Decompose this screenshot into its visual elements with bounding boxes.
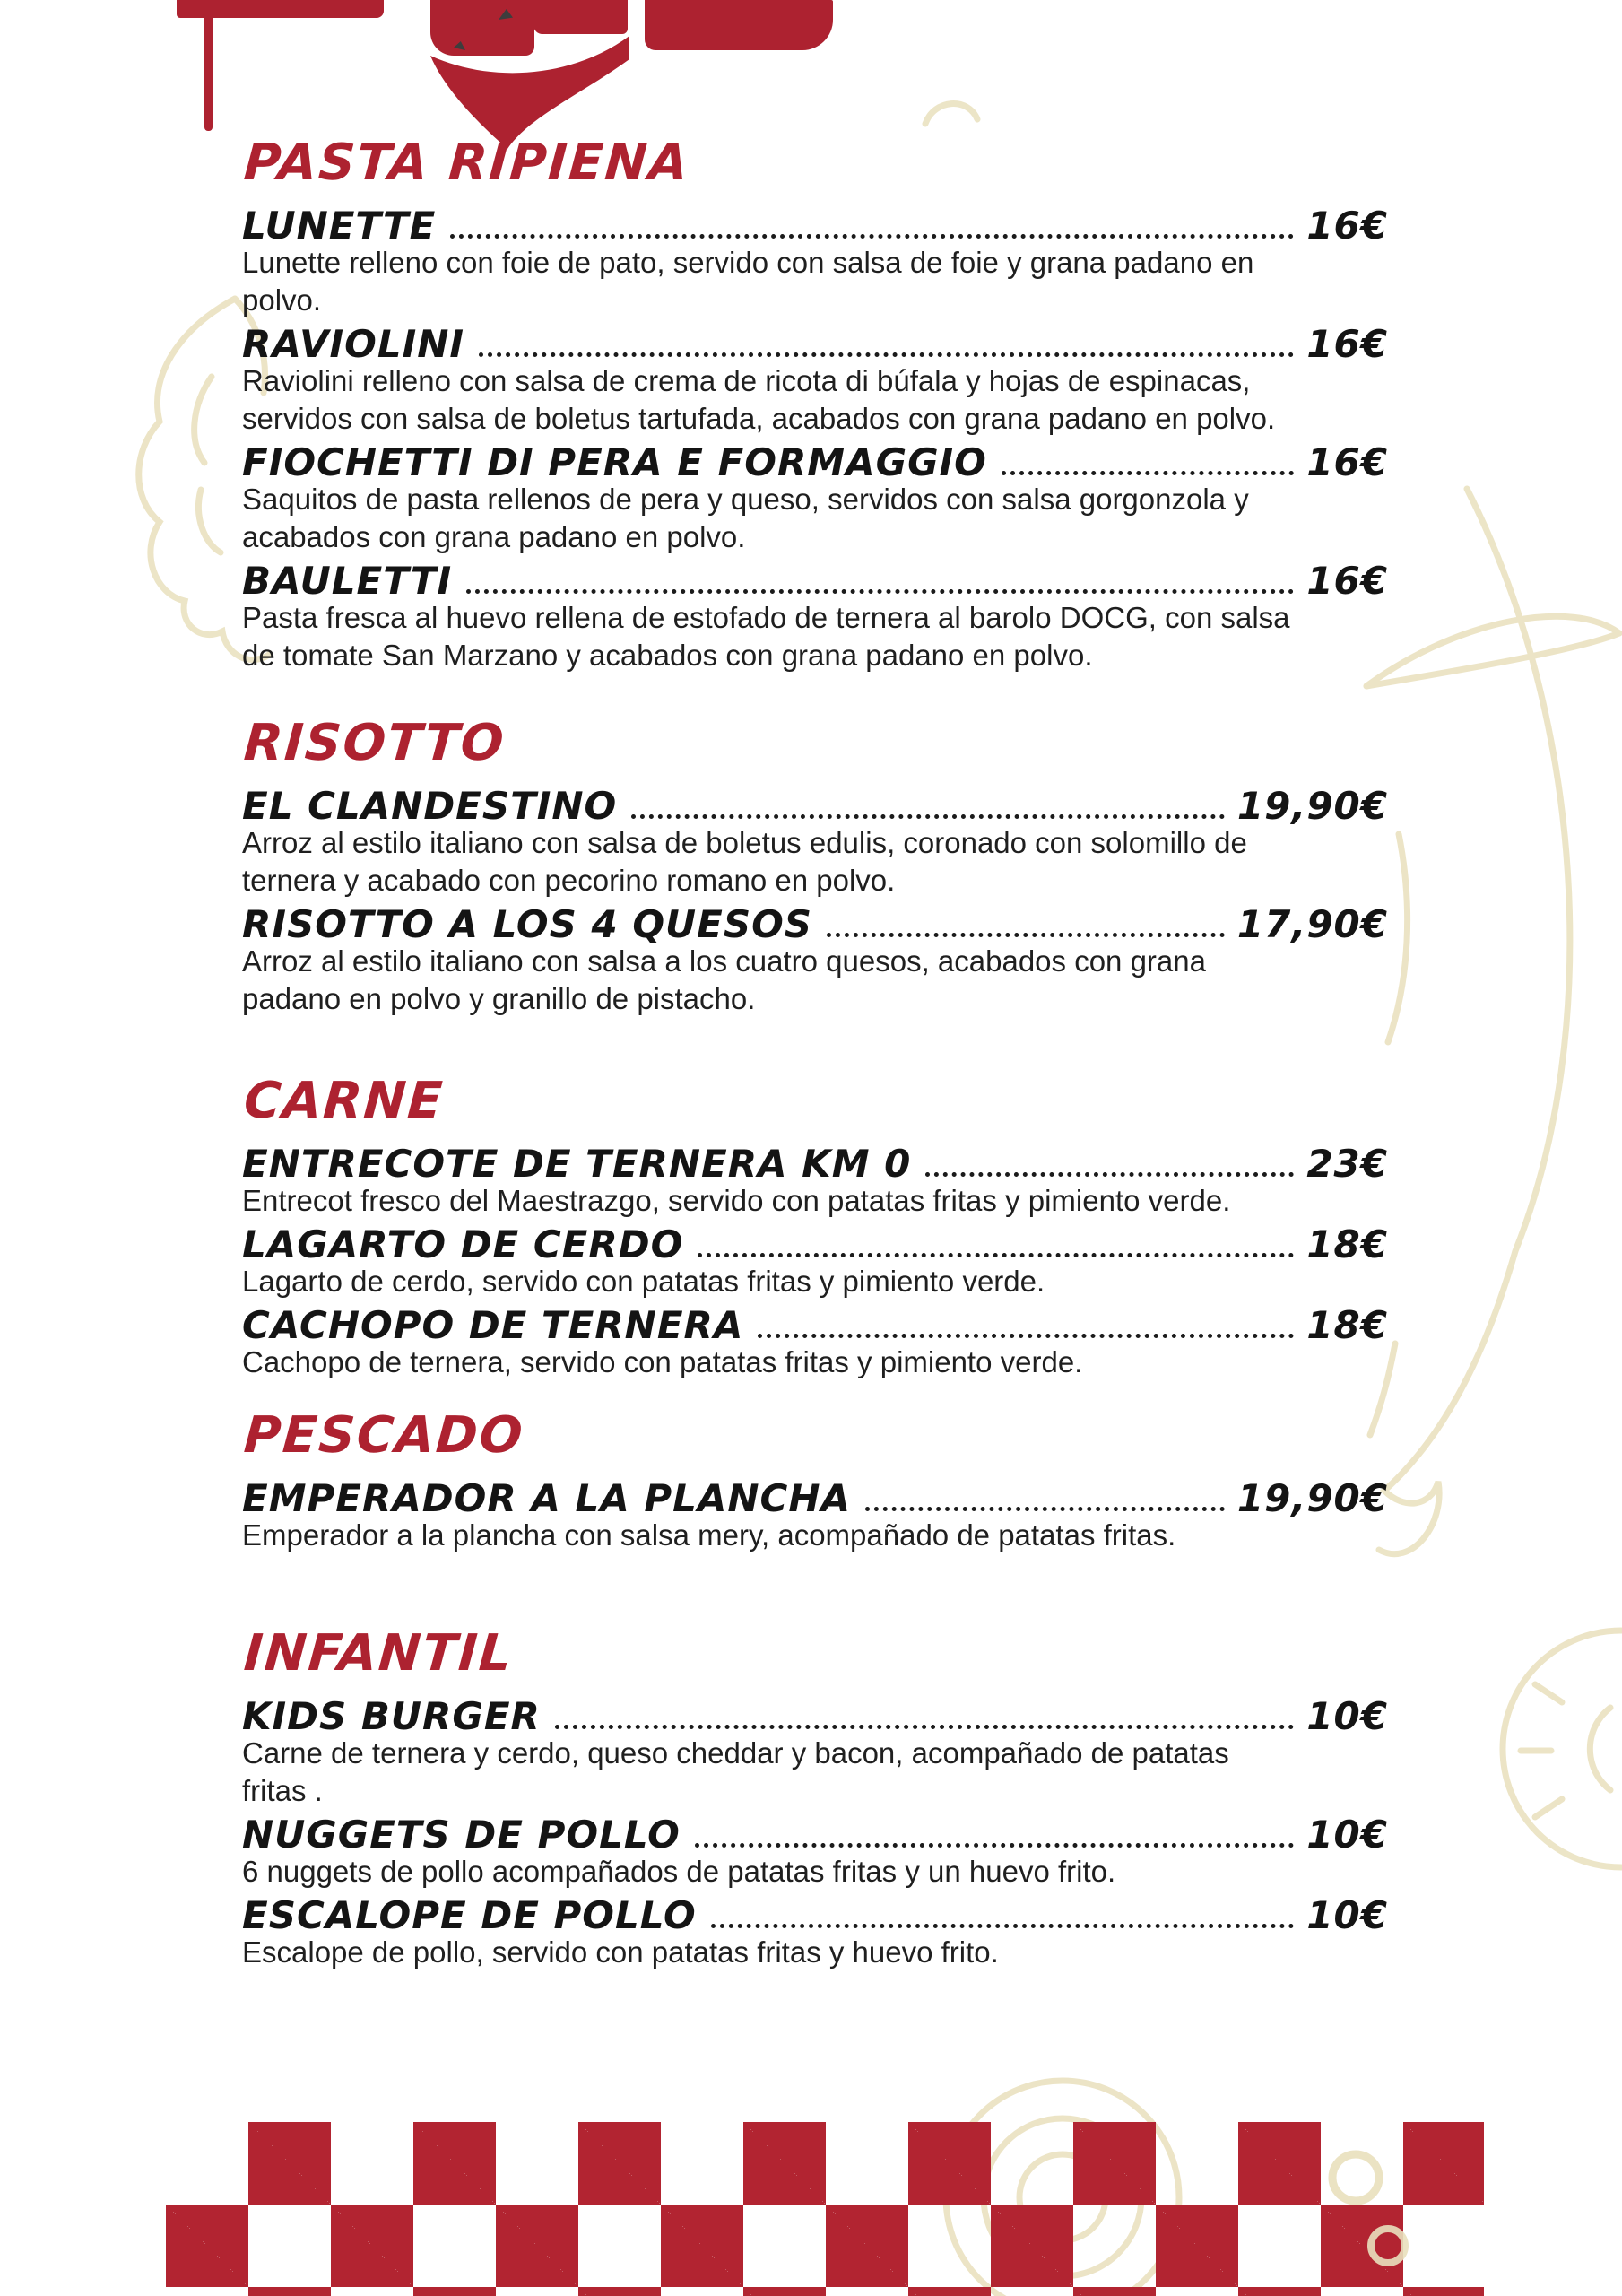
item-description-line: Raviolini relleno con salsa de crema de ricota di búfala y hojas de espinacas, <box>242 364 1251 397</box>
crescent-doodle-icon <box>1370 489 1570 1554</box>
item-description <box>242 1735 1388 1810</box>
item-price: 10€ <box>1306 1813 1388 1857</box>
dotted-leader <box>450 234 1294 239</box>
item-description-line: Arroz al estilo italiano con salsa a los cuatro quesos, acabados con grana <box>242 944 1206 978</box>
item-row <box>242 323 1388 366</box>
menu-item <box>242 323 1388 438</box>
item-row <box>242 903 1388 946</box>
item-name: EL CLANDESTINO <box>242 784 618 828</box>
item-price: 16€ <box>1306 559 1388 603</box>
menu-item <box>242 903 1388 1018</box>
item-row <box>242 1304 1388 1347</box>
dotted-leader <box>925 1172 1294 1177</box>
item-description-line: Carne de ternera y cerdo, queso cheddar y bacon, acompañado de patatas <box>242 1736 1229 1770</box>
menu-item <box>242 1894 1388 1971</box>
item-description-line: Cachopo de ternera, servido con patatas fritas y pimiento verde. <box>242 1345 1083 1378</box>
item-description <box>242 1934 1388 1971</box>
item-price: 16€ <box>1306 322 1388 366</box>
item-description <box>242 481 1388 556</box>
item-description <box>242 1344 1388 1381</box>
item-name: LAGARTO DE CERDO <box>242 1222 684 1266</box>
item-description <box>242 599 1388 674</box>
item-row <box>242 1477 1388 1520</box>
item-description-line: Saquitos de pasta rellenos de pera y queso, servidos con salsa gorgonzola y <box>242 483 1249 516</box>
menu-item <box>242 1143 1388 1220</box>
item-row <box>242 785 1388 828</box>
dotted-leader <box>631 814 1225 819</box>
item-row <box>242 441 1388 484</box>
item-description-line: servidos con salsa de boletus tartufada, acabados con grana padano en polvo. <box>242 402 1276 435</box>
item-description-line: fritas . <box>242 1774 323 1807</box>
item-description-line: acabados con grana padano en polvo. <box>242 520 746 553</box>
item-description <box>242 1182 1388 1220</box>
item-description-line: padano en polvo y granillo de pistacho. <box>242 982 756 1015</box>
fish-fin-doodle-icon <box>1366 616 1619 686</box>
item-description-line: Lunette relleno con foie de pato, servido con salsa de foie y grana padano en <box>242 246 1254 279</box>
item-name: FIOCHETTI DI PERA E FORMAGGIO <box>242 440 987 484</box>
item-description <box>242 244 1388 319</box>
item-price: 19,90€ <box>1236 1476 1388 1520</box>
item-description-line: Entrecot fresco del Maestrazgo, servido con patatas fritas y pimiento verde. <box>242 1184 1231 1217</box>
dotted-leader <box>479 352 1294 357</box>
dotted-leader <box>758 1334 1294 1338</box>
item-description <box>242 1853 1388 1891</box>
half-sun-doodle-icon <box>1503 1631 1621 1867</box>
brand-mark-stroke <box>204 13 213 131</box>
menu-item <box>242 204 1388 319</box>
section-items <box>242 785 1388 1018</box>
menu-item <box>242 1304 1388 1381</box>
section-title: RISOTTO <box>242 714 507 772</box>
item-name: RISOTTO A LOS 4 QUESOS <box>242 902 813 946</box>
small-arc-icon <box>925 104 977 124</box>
item-price: 23€ <box>1306 1142 1388 1186</box>
item-price: 10€ <box>1306 1694 1388 1738</box>
brand-mark-block <box>645 0 833 50</box>
item-name: ESCALOPE DE POLLO <box>242 1893 697 1937</box>
checkerboard-footer <box>166 2122 1484 2296</box>
item-price: 18€ <box>1306 1222 1388 1266</box>
item-name: CACHOPO DE TERNERA <box>242 1303 744 1347</box>
section-title: PESCADO <box>242 1406 526 1465</box>
section-items <box>242 1477 1388 1554</box>
item-name: NUGGETS DE POLLO <box>242 1813 681 1857</box>
dotted-leader <box>695 1843 1295 1848</box>
item-row <box>242 1813 1388 1857</box>
item-price: 18€ <box>1306 1303 1388 1347</box>
menu <box>242 135 1388 1975</box>
item-description <box>242 362 1388 438</box>
item-name: KIDS BURGER <box>242 1694 541 1738</box>
item-row <box>242 1143 1388 1186</box>
dotted-leader <box>466 589 1294 594</box>
item-description <box>242 943 1388 1018</box>
item-description-line: de tomate San Marzano y acabados con grana padano en polvo. <box>242 639 1093 672</box>
item-description-line: Escalope de pollo, servido con patatas fritas y huevo frito. <box>242 1935 999 1969</box>
section-title: INFANTIL <box>242 1624 516 1683</box>
item-description <box>242 824 1388 900</box>
item-name: LUNETTE <box>242 204 437 248</box>
dotted-leader <box>555 1725 1294 1729</box>
menu-section <box>242 1625 1388 1971</box>
dotted-leader <box>865 1507 1225 1511</box>
menu-item <box>242 1813 1388 1891</box>
item-row <box>242 1223 1388 1266</box>
menu-item <box>242 1223 1388 1300</box>
section-items <box>242 204 1388 674</box>
menu-section <box>242 715 1388 1018</box>
item-price: 17,90€ <box>1236 902 1388 946</box>
item-description-line: polvo. <box>242 283 322 317</box>
item-description-line: ternera y acabado con pecorino romano en polvo. <box>242 864 896 897</box>
menu-item <box>242 441 1388 556</box>
dotted-leader <box>698 1253 1294 1257</box>
item-description-line: Arroz al estilo italiano con salsa de boletus edulis, coronado con solomillo de <box>242 826 1247 859</box>
item-name: EMPERADOR A LA PLANCHA <box>242 1476 852 1520</box>
menu-item <box>242 785 1388 900</box>
item-description-line: Pasta fresca al huevo rellena de estofado de ternera al barolo DOCG, con salsa <box>242 601 1290 634</box>
dotted-leader <box>827 933 1225 937</box>
menu-section <box>242 135 1388 674</box>
item-row <box>242 560 1388 603</box>
dotted-leader <box>711 1924 1295 1928</box>
item-price: 10€ <box>1306 1893 1388 1937</box>
item-name: BAULETTI <box>242 559 453 603</box>
item-price: 16€ <box>1306 440 1388 484</box>
section-items <box>242 1143 1388 1381</box>
item-name: ENTRECOTE DE TERNERA KM 0 <box>242 1142 912 1186</box>
item-row <box>242 1695 1388 1738</box>
section-items <box>242 1695 1388 1971</box>
section-title: PASTA RIPIENA <box>242 134 692 192</box>
item-description-line: 6 nuggets de pollo acompañados de patatas fritas y un huevo frito. <box>242 1855 1116 1888</box>
item-row <box>242 204 1388 248</box>
item-description-line: Emperador a la plancha con salsa mery, acompañado de patatas fritas. <box>242 1518 1176 1552</box>
section-title: CARNE <box>242 1072 447 1130</box>
item-name: RAVIOLINI <box>242 322 464 366</box>
menu-item <box>242 1477 1388 1554</box>
menu-item <box>242 560 1388 674</box>
item-description <box>242 1263 1388 1300</box>
menu-item <box>242 1695 1388 1810</box>
item-description-line: Lagarto de cerdo, servido con patatas fritas y pimiento verde. <box>242 1265 1045 1298</box>
item-description <box>242 1517 1388 1554</box>
item-price: 19,90€ <box>1236 784 1388 828</box>
menu-section <box>242 1407 1388 1554</box>
item-row <box>242 1894 1388 1937</box>
item-price: 16€ <box>1306 204 1388 248</box>
menu-section <box>242 1073 1388 1381</box>
brand-mark-block <box>533 0 628 34</box>
dotted-leader <box>1002 471 1294 475</box>
